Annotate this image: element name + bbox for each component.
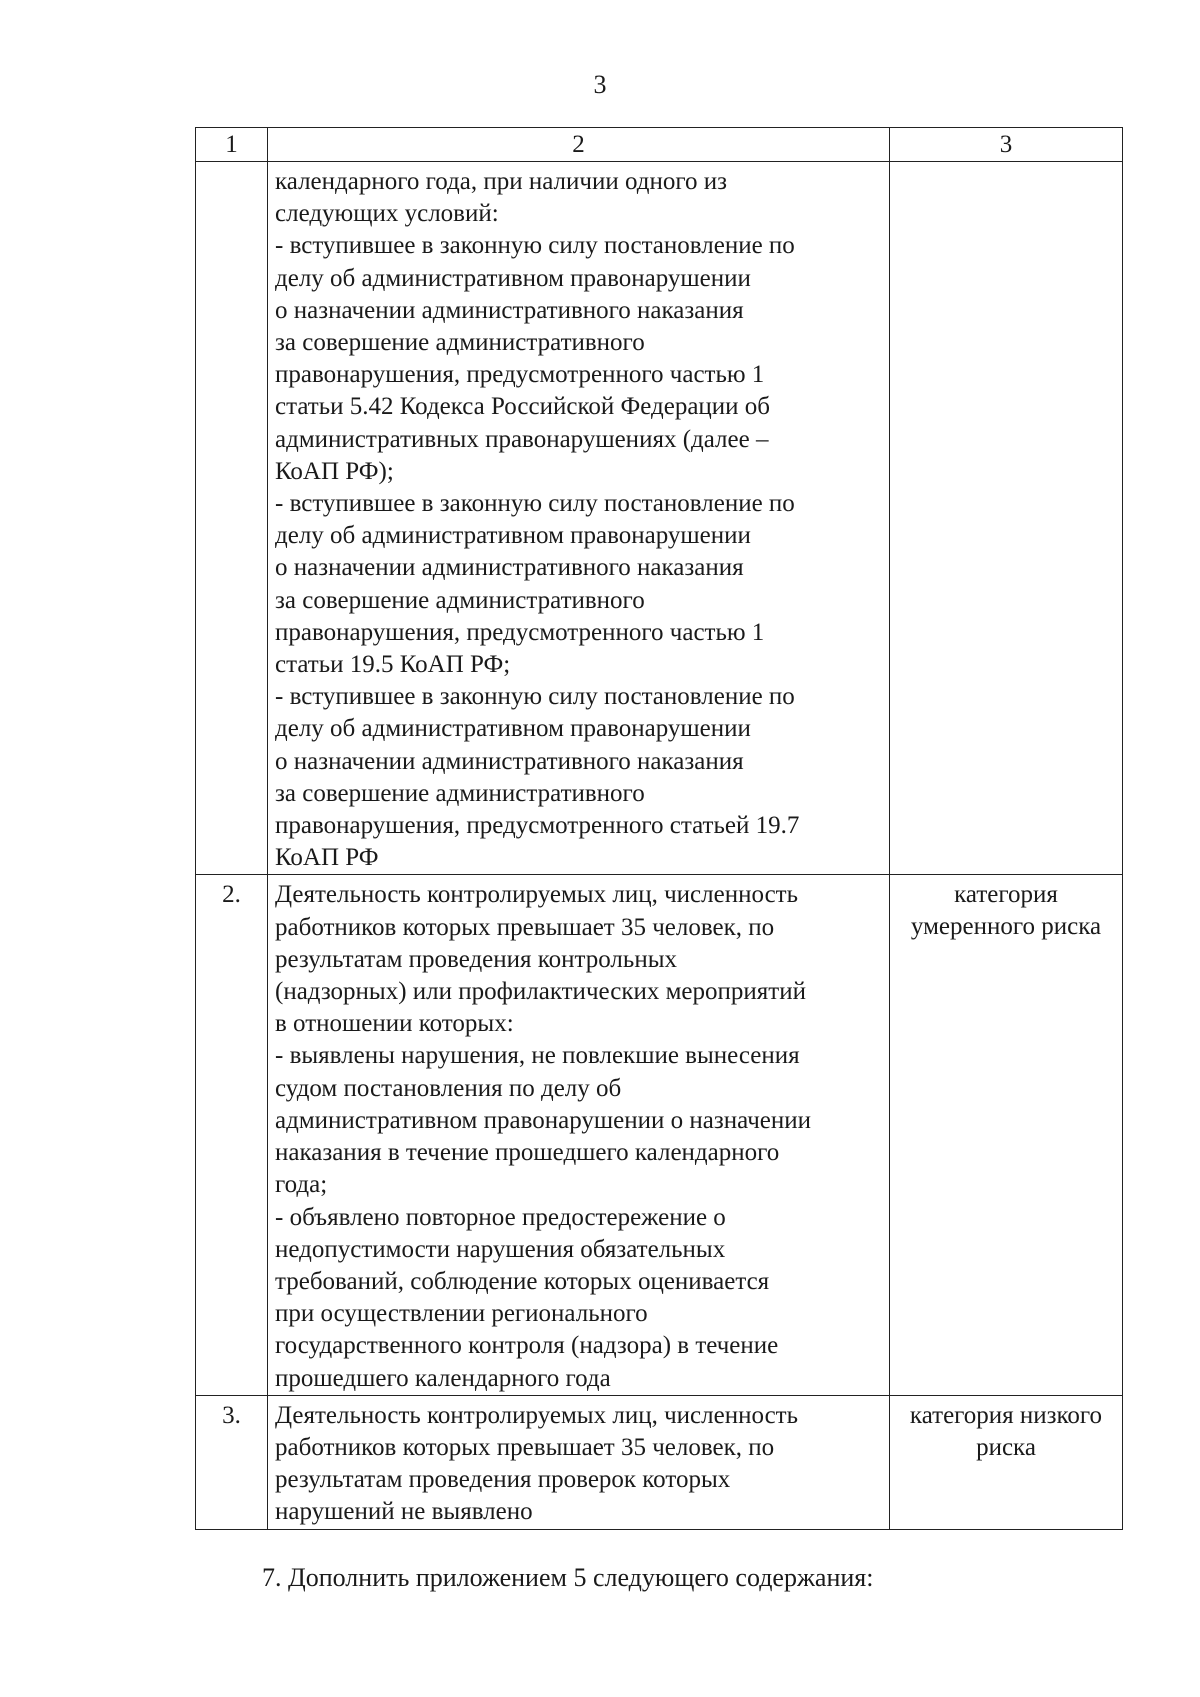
- description-line: требований, соблюдение которых оценивается: [275, 1267, 770, 1295]
- description-line: административном правонарушении о назначении: [275, 1106, 811, 1134]
- description-line: за совершение административного: [275, 779, 645, 807]
- description-line: Деятельность контролируемых лиц, численность: [275, 1401, 798, 1429]
- description-line: - вступившее в законную силу постановление по: [275, 490, 795, 518]
- description-line: о назначении административного наказания: [275, 747, 744, 775]
- closing-paragraph: 7. Дополнить приложением 5 следующего содержания:: [262, 1563, 874, 1592]
- page-number: 3: [593, 70, 607, 99]
- description-line: КоАП РФ);: [275, 457, 394, 485]
- description-line: недопустимости нарушения обязательных: [275, 1235, 726, 1263]
- description-line: нарушений не выявлено: [275, 1498, 533, 1526]
- category-line: категория низкого: [909, 1401, 1103, 1429]
- row-number: 3.: [196, 1395, 268, 1529]
- description-line: (надзорных) или профилактических мероприятий: [275, 978, 806, 1006]
- row-number: 2.: [196, 875, 268, 1395]
- row-description: [268, 875, 890, 1395]
- risk-category: [890, 162, 1123, 875]
- description-line: административных правонарушениях (далее –: [275, 425, 769, 453]
- description-line: государственного контроля (надзора) в течение: [275, 1332, 779, 1360]
- description-line: о назначении административного наказания: [275, 296, 744, 324]
- description-line: Деятельность контролируемых лиц, численность: [275, 881, 798, 909]
- category-line: категория: [954, 881, 1058, 909]
- description-line: судом постановления по делу об: [275, 1074, 622, 1102]
- table-row: [196, 1395, 1123, 1529]
- column-header: 2: [268, 128, 890, 162]
- description-line: делу об административном правонарушении: [275, 264, 751, 292]
- description-line: работников которых превышает 35 человек, по: [275, 1433, 775, 1461]
- description-line: результатам проведения контрольных: [275, 945, 677, 973]
- column-header: 3: [890, 128, 1123, 162]
- table-row: [196, 162, 1123, 875]
- description-line: прошедшего календарного года: [275, 1364, 611, 1392]
- category-line: умеренного риска: [910, 913, 1102, 941]
- table-row: [196, 875, 1123, 1395]
- description-line: делу об административном правонарушении: [275, 522, 751, 550]
- description-line: результатам проведения проверок которых: [275, 1466, 731, 1494]
- description-line: календарного года, при наличии одного из: [275, 168, 727, 195]
- description-line: правонарушения, предусмотренного частью 1: [275, 618, 765, 646]
- description-line: работников которых превышает 35 человек, по: [275, 913, 775, 941]
- row-description: [268, 162, 890, 875]
- description-line: в отношении которых:: [275, 1010, 514, 1038]
- description-line: статьи 5.42 Кодекса Российской Федерации об: [275, 393, 771, 421]
- description-line: правонарушения, предусмотренного частью 1: [275, 361, 765, 389]
- description-line: - вступившее в законную силу постановление по: [275, 683, 795, 711]
- description-line: следующих условий:: [275, 200, 499, 228]
- description-line: о назначении административного наказания: [275, 554, 744, 582]
- column-header: 1: [196, 128, 268, 162]
- description-line: наказания в течение прошедшего календарного: [275, 1139, 780, 1167]
- description-line: года;: [275, 1171, 328, 1199]
- description-line: - выявлены нарушения, не повлекшие вынесения: [275, 1042, 800, 1070]
- row-description: [268, 1395, 890, 1529]
- description-line: при осуществлении регионального: [275, 1300, 648, 1328]
- description-line: КоАП РФ: [275, 844, 379, 872]
- risk-category: [890, 875, 1123, 1395]
- row-number: [196, 162, 268, 875]
- description-line: - вступившее в законную силу постановление по: [275, 232, 795, 260]
- description-line: статьи 19.5 КоАП РФ;: [275, 651, 511, 679]
- category-line: риска: [976, 1433, 1036, 1461]
- description-line: за совершение административного: [275, 586, 645, 614]
- description-line: делу об административном правонарушении: [275, 715, 751, 743]
- criteria-table: [195, 127, 1123, 1530]
- description-line: за совершение административного: [275, 329, 645, 357]
- description-line: - объявлено повторное предостережение о: [275, 1203, 726, 1231]
- description-line: правонарушения, предусмотренного статьей 19.7: [275, 812, 800, 840]
- risk-category: [890, 1395, 1123, 1529]
- table-header-row: [196, 128, 1123, 162]
